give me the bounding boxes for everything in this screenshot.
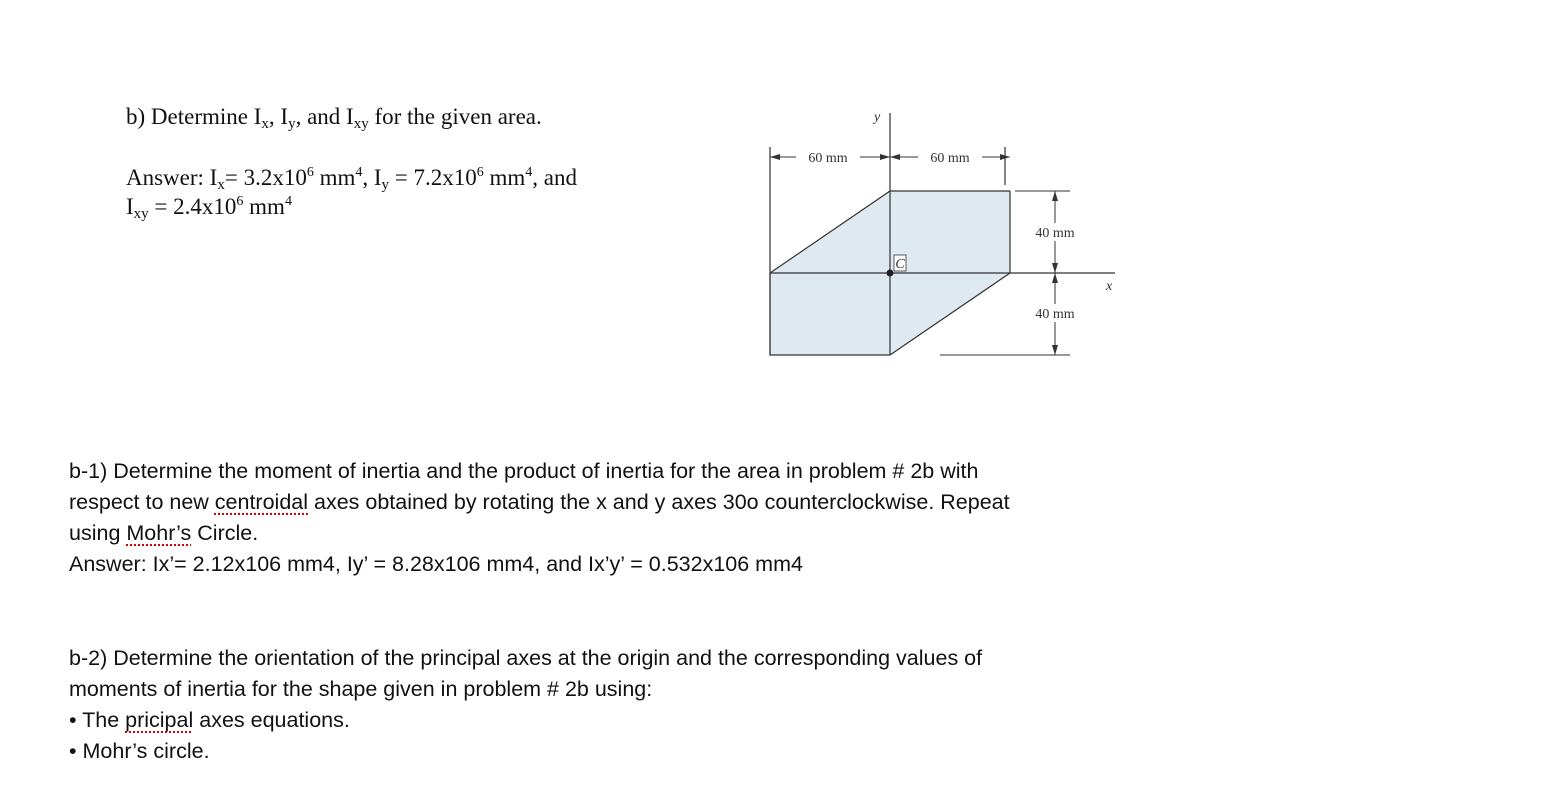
bullet-icon: •	[69, 739, 77, 763]
centroid-point	[887, 270, 894, 277]
answer-b-line2: $I_{xy} = 2.4x10^6$ $mm^4$	[126, 194, 292, 222]
parallelogram-area-figure	[760, 105, 1130, 365]
arrow-left-end	[770, 154, 780, 160]
misspelled-word: pricipal	[125, 708, 194, 732]
y-axis-label: y	[874, 110, 881, 125]
dim-top-label: 40 mm	[1035, 226, 1075, 241]
arrow-bottom-end	[1052, 345, 1058, 355]
arrow-mid-top	[1052, 263, 1058, 273]
question-b: b) Determine $I_x$, $I_y$, and $I_{xy}$ for the given area.	[126, 104, 542, 132]
question-b2	[69, 643, 982, 767]
b1-line1: b-1) Determine the moment of inertia and the product of inertia for the area in problem # 2b with	[69, 459, 979, 483]
answer-b-line1: Answer: $I_x= 3.2x10^6$ $mm^4$, $I_y = 7.2x10^6$ $mm^4$, and	[126, 165, 578, 193]
arrow-mid-bottom	[1052, 273, 1058, 283]
arrow-top-end	[1052, 191, 1058, 201]
arrow-mid-left	[880, 154, 890, 160]
b2-line2: moments of inertia for the shape given in problem # 2b using:	[69, 677, 653, 701]
dim-right-label: 60 mm	[930, 151, 970, 166]
misspelled-word: centroidal	[214, 490, 309, 514]
b1-line2: respect to new centroidal axes obtained by rotating the x and y axes 30o counterclockwise. Repeat	[69, 490, 1010, 514]
dim-bottom-label: 40 mm	[1035, 307, 1075, 322]
misspelled-word: Mohr’s	[126, 521, 192, 545]
b2-bullet-1: • The pricipal axes equations.	[69, 708, 350, 732]
dim-left-label: 60 mm	[808, 151, 848, 166]
bullet-icon: •	[69, 708, 77, 732]
question-b1	[69, 456, 1010, 580]
b1-answer: Answer: Ix’= 2.12x106 mm4, Iy’ = 8.28x106 mm4, and Ix’y’ = 0.532x106 mm4	[69, 552, 803, 576]
centroid-label: C	[895, 257, 905, 272]
b2-line1: b-2) Determine the orientation of the principal axes at the origin and the corresponding values of	[69, 646, 983, 670]
arrow-mid-right	[890, 154, 900, 160]
b1-line3: using Mohr’s Circle.	[69, 521, 259, 545]
x-axis-label: x	[1106, 279, 1113, 294]
b2-bullet-2: • Mohr’s circle.	[69, 739, 210, 763]
